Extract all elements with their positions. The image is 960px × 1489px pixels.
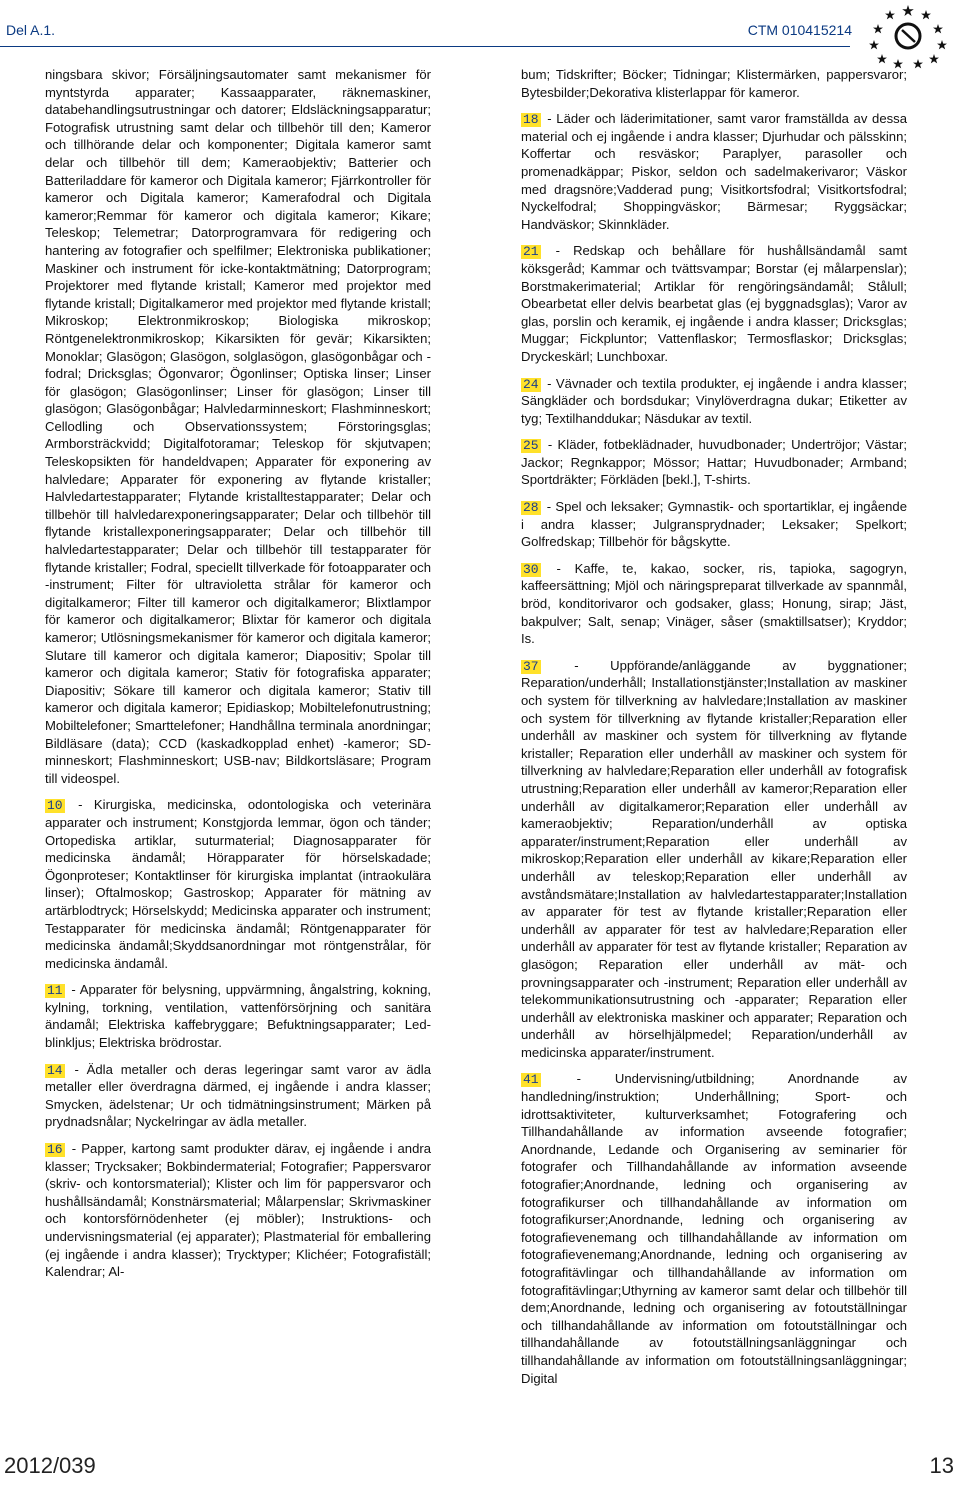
class-entry-14 [45, 1061, 431, 1131]
class-entry-37 [521, 657, 907, 1062]
class-number-badge: 28 [523, 500, 539, 516]
class-entry-24 [521, 375, 907, 428]
right-column [521, 66, 907, 1396]
class-number-badge: 14 [47, 1062, 63, 1078]
class-description: - Papper, kartong samt produkter därav, ej ingående i andra klasser; Trycksaker; Bokbindermaterial; Fotografier; Pappersvaror (skriv- och kontorsmaterial); Klister och lim för pappersvaror och hushållsändamål; Konstnärsmaterial; Målarpenslar; Skrivmaskiner och kontorsförnödenheter (ej möbler); Instruktions- och undervisningsmaterial (ej apparater); Plastmaterial för emballering (ej ingående i andra klasser); Trycktyper; Klichéer; Fotografiställ; Kalendrar; Al- [45, 1141, 432, 1280]
class-description: - Kaffe, te, kakao, socker, ris, tapioka, sagogryn, kaffeersättning; Mjöl och näringspreparat tillverkade av spannmål, bröd, konditorivaror och godsaker, glass; Honung, sirap; Jäst, bakpulver; Salt, senap; Vinäger, såser (smaktillsatser); Kryddor; Is. [521, 560, 907, 647]
class-description: - Kirurgiska, medicinska, odontologiska och veterinära apparater och instrument; Konstgjorda lemmar, ögon och tänder; Ortopediska artiklar, suturmaterial; Diagnosapparater för medicinska ändamål; Hörapparater för hörselskadade; Ögonproteser; Kontaktlinser för kirurgiska implantat (intraokulära linser); Oftalmoskop; Gastroskop; Apparater för mätning av artärblodtryck; Hörselskydd; Medicinska apparater och instrument; Testapparater för medicinska ändamål; Röntgenapparater för medicinska ändamål;Skyddsanordningar mot röntgenstrålar, för medicinska ändamål. [45, 797, 431, 971]
class-entry-16 [45, 1140, 431, 1281]
section-label: Del A.1. [6, 22, 56, 38]
right-intro-text: bum; Tidskrifter; Böcker; Tidningar; Klistermärken, pappersvaror; Bytesbilder;Dekorativa klisterlappar för kameror. [521, 67, 907, 100]
class-number-badge: 18 [523, 112, 539, 128]
class-entry-28 [521, 498, 907, 551]
eu-stars-emblem-icon [860, 2, 956, 70]
class-description: - Apparater för belysning, uppvärmning, ångalstring, kokning, kylning, torkning, ventilation, vattenförsörjning och sanitära ändamål; Elektriska kaffebryggare; Befuktningsapparater; Led-blinkljus; Elektriska brödrostar. [45, 982, 431, 1051]
class-number-badge: 24 [523, 376, 539, 392]
class-number-badge: 37 [523, 658, 539, 674]
left-column [45, 66, 431, 1290]
class-description: - Ädla metaller och deras legeringar samt varor av ädla metaller eller överdragna därmed, ej ingående i andra klasser; Smycken, ädelstenar; Ur och tidmätningsinstrument; Märken på prydnadsnålar; Nyckelringar av ädla metaller. [45, 1061, 432, 1130]
class-entry-30 [521, 560, 907, 648]
page-number: 13 [929, 1453, 954, 1478]
class-entry-21 [521, 242, 907, 365]
class-description: - Uppförande/anläggande av byggnationer; Reparation/underhåll; Installationstjänster;Installation av maskiner och system för tillverkning av halvledare;Installation av maskiner och system för tillverkning av flytande kristaller;Reparation eller underhåll av maskiner och system för tillverkning av flytande kristaller; Reparation eller underhåll av maskiner och system för tillverkning av halvledare;Reparation eller underhåll av fotografisk utrustning;Reparation eller underhåll av kameror;Reparation eller underhåll av digitalkameror;Reparation eller underhåll av kameraobjektiv; Reparation/underhåll av optiska apparater/instrument;Reparation eller underhåll av mikroskop;Reparation eller underhåll av kikare;Reparation eller underhåll av teleskop;Reparation eller underhåll av avståndsmätare;Installation av halvledartestapparater;Installation av apparater för test av flytande kristaller;Reparation eller underhåll av apparater för test av halvledare;Reparation eller underhåll av apparater för test av flytande kristaller; Reparation av glasögon; Reparation eller underhåll av mät- och provningsapparater och -instrument; Reparation eller underhåll av telekommunikationsutrustning och -apparater; Reparation eller underhåll av elektroniska maskiner och apparater; Reparation och underhåll av hörselhjälpmedel; Reparation/underhåll av medicinska apparater/instrument. [521, 657, 908, 1060]
class-description: - Undervisning/utbildning; Anordnande av handledning/instruktion; Underhållning; Sport- och idrottsaktiviteter, kulturverksamhet; Fotografering och Tillhandahållande av information avseende fotografier; Anordnande, Ledande och Organisering av seminarier för fotografer och Tillhandahållande av information avseende fotografier;Anordnande, ledning och organisering av fotografikurser och tillhandahållande av information om fotografikurser;Anordnande, ledning och organisering av fotografievenemang och tillhandahållande av information om fotografievenemang;Anordnande, ledning och organisering av fotografitävlingar och tillhandahållande av information om fotografitävlingar;Uthyrning av kameror samt delar och tillbehör till dem;Anordnande, ledning och organisering av fotoutställningar och tillhandahållande av information om fotoutställningar och tillhandahållande av fotoutställningsanläggningar och tillhandahållande av information om fotoutställningsanläggningar; Digital [521, 1071, 907, 1386]
class-description: - Spel och leksaker; Gymnastik- och sportartiklar, ej ingående i andra klasser; Julgransprydnader; Leksaker; Spelkort; Golfredskap; Tillbehör för bågskytte. [521, 499, 907, 550]
class-description: - Läder och läderimitationer, samt varor framställda av dessa material och ej ingående i andra klasser; Djurhudar och pälsskinn; Koffertar och resväskor; Paraplyer, parasoller och promenadkäppar; Piskor, seldon och sadelmakerivaror; Väskor med dragsnöre;Vadderad pung; Visitkortsfodral; Visitkortsfodral; Nyckelfodral; Shoppingväskor; Bärmesar; Ryggsäckar; Handväskor; Skinnkläder. [521, 111, 907, 232]
left-intro-text: ningsbara skivor; Försäljningsautomater samt mekanismer för myntstyrda apparater; Kassaapparater, räknemaskiner, databehandlingsutrustningar och datorer; Eldsläckningsapparatur; Fotografisk utrustning samt delar och tillbehör till den; Kameror och tillhörande delar och komponenter; Digitala kameror samt delar och tillbehör till dem; Kameraobjektiv; Batterier och Batteriladdare för kameror och Digitala kameror; Fjärrkontroller för kameror och Digitala kameror; Kamerafodral och Digitala kameror;Remmar för kameror och digitala kameror; Kikare; Teleskop; Telemetrar; Datorprogramvara för redigering och hantering av fotografier och spelfilmer; Elektroniska publikationer; Maskiner och instrument för icke-kontaktmätning; Datorprogram; Projektorer med flytande kristall; Kameror med projektor med flytande kristall; Digitalkameror med projektor med flytande kristall; Mikroskop; Elektronmikroskop; Biologiska mikroskop; Röntgenelektronmikroskop; Kikarsikten för gevär; Kikarsikten; Monoklar; Glasögon; Glasögon, solglasögon, glasögonbågar och -fodral; Dricksglas; Ögonvaror; Ögonlinser; Optiska linser; Linser för glasögon; Glasögonlinser; Linser för glasögon; Linser till glasögon; Glasögonbågar; Halvledarminneskort; Flashminneskort; Cellodling och Observationssystem; Förstoringsglas; Armborsträckvidd; Digitalfotoramar; Teleskop för skjutvapen; Teleskopsikten för handeldvapen; Apparater för exponering av halvledare; Apparater för exponering av flytande kristaller; Halvledartestapparater; Flytande kristalltestapparater; Delar och tillbehör till halvledarexponeringsapparater; Delar och tillbehör till flytande kristallexponeringsapparater; Delar och tillbehör till halvledartestapparater; Delar och tillbehör till testapparater för flytande kristaller; Fodral, speciellt tillverkade för fotoapparater och -instrument; Filter för ultravioletta strålar för kameror och digitalkameror; Filter till kameror och digitalkameror; Blixtlampor för kameror och digitalkameror; Blixtar för kameror och digitala kameror; Utlösningsmekanismer för kameror och digitala kameror; Slutare till kameror och digitala kameror; Diapositiv; Spolar till kameror och digitala kameror; Stativ för fotografiska apparater; Diapositiv; Sökare till kameror och digitala kameror; Stativ till kameror och digitala kameror; Epidiaskop; Mobiltelefonutrustning; Mobiltelefoner; Smarttelefoner; Handhållna terminala anordningar; Bildläsare (data); CCD (kaskadkopplad enhet) -kameror; SD-minneskort; Flashminneskort; USB-nav; Bildkortsläsare; Program till videospel. [45, 67, 431, 786]
class-entry-11 [45, 981, 431, 1051]
class-entry-18 [521, 110, 907, 233]
header-divider [0, 46, 850, 47]
class-description: - Redskap och behållare för hushållsändamål samt köksgeråd; Kammar och tvättsvampar; Borstar (ej målarpenslar); Borstmakerimaterial; Artiklar för rengöringsändamål; Stålull; Obearbetat eller delvis bearbetat glas (ej byggnadsglas); Varor av glas, porslin och keramik, ej ingående i andra klasser; Dricksglas; Muggar; Fickpluntor; Vattenflaskor; Termosflaskor; Dricksglas; Dryckeskärl; Lunchboxar. [521, 243, 907, 364]
class-number-badge: 11 [47, 983, 63, 999]
class-number-badge: 30 [523, 561, 539, 577]
ctm-number: CTM 010415214 [747, 22, 852, 38]
bulletin-issue: 2012/039 [4, 1453, 96, 1478]
class-number-badge: 10 [47, 798, 63, 814]
class-entry-25 [521, 436, 907, 489]
class-number-badge: 25 [523, 438, 539, 454]
class-number-badge: 16 [47, 1142, 63, 1158]
class-entry-41 [521, 1070, 907, 1387]
class-description: - Kläder, fotbeklädnader, huvudbonader; Undertröjor; Västar; Jackor; Regnkappor; Mössor; Hattar; Huvudbonader; Armband; Sportdräkter; Förkläden [bekl.], T-shirts. [521, 437, 908, 488]
class-description: - Vävnader och textila produkter, ej ingående i andra klasser; Sängkläder och bordsdukar; Vinylöverdragna dukar; Etiketter av tyg; Textilhanddukar; Näsdukar av textil. [521, 375, 907, 426]
class-entry-10 [45, 796, 431, 972]
class-number-badge: 21 [523, 244, 539, 260]
class-number-badge: 41 [523, 1072, 539, 1088]
